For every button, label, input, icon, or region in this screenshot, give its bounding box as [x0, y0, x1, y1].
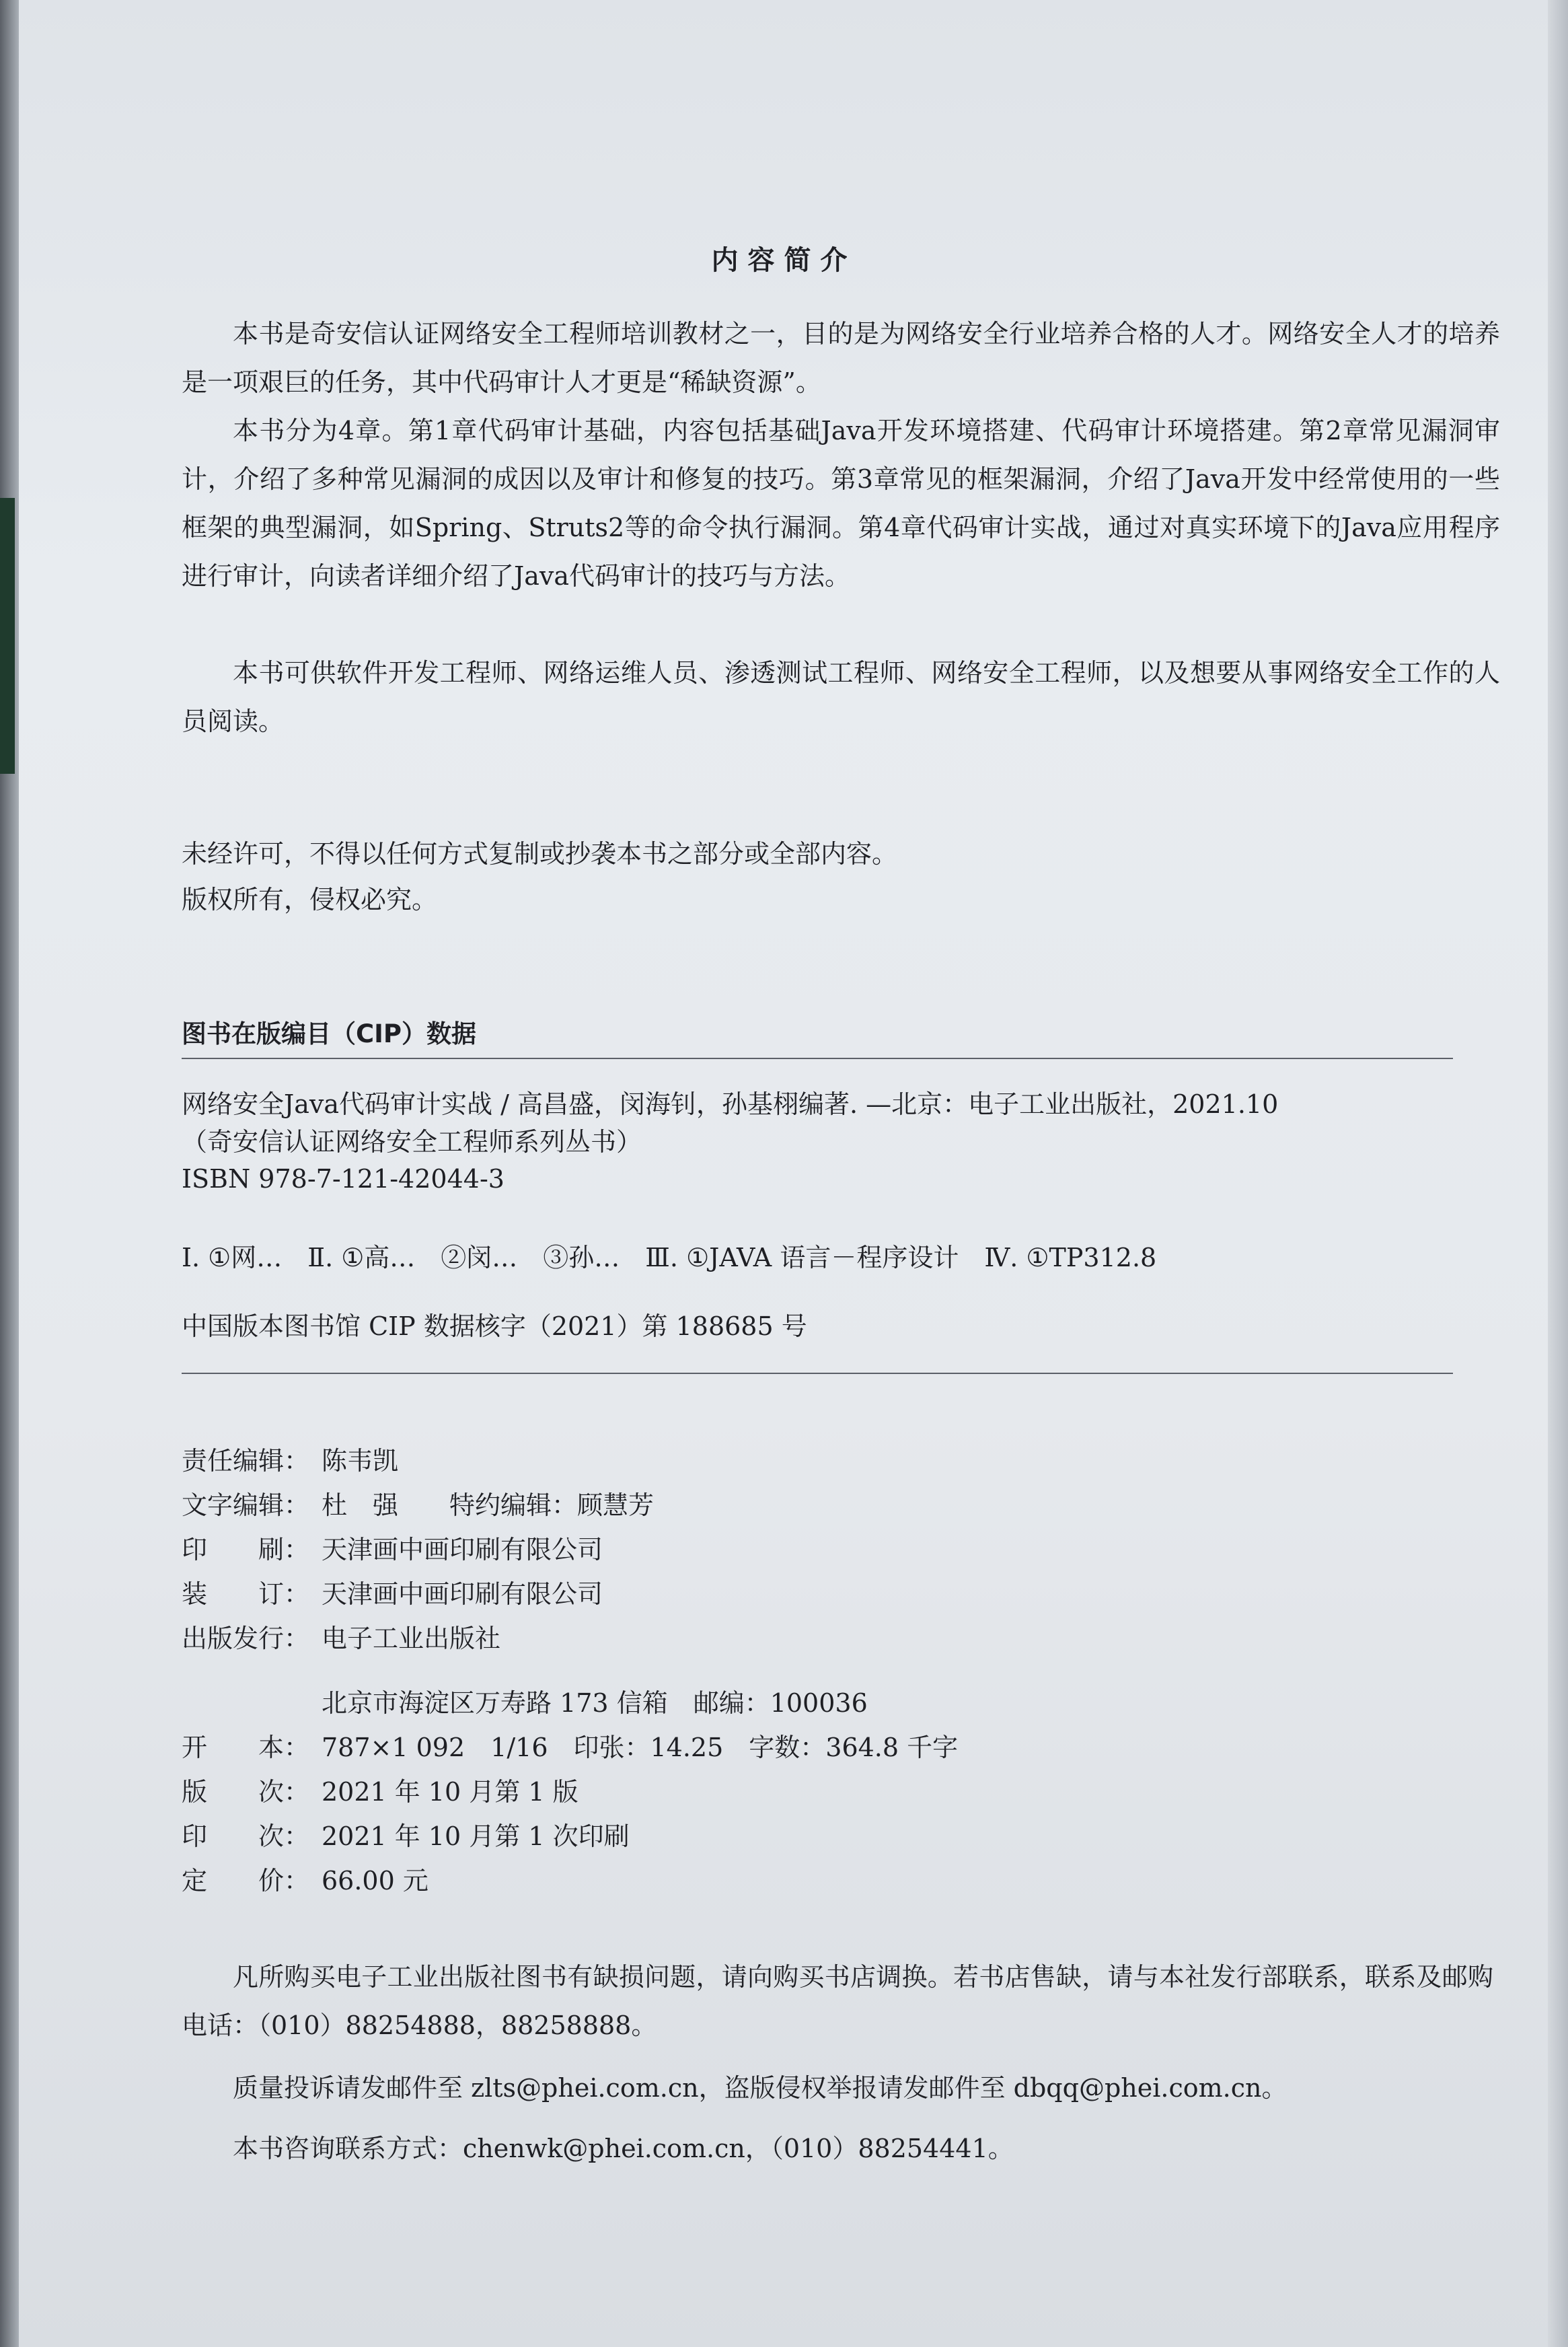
credit-value: 787×1 092 1/16 印张：14.25 字数：364.8 千字	[322, 1733, 959, 1762]
page-left-edge	[0, 0, 19, 2347]
credit-value: 2021 年 10 月第 1 次印刷	[322, 1821, 630, 1851]
credit-label: 版 次：	[182, 1777, 310, 1807]
credit-label: 出版发行：	[182, 1624, 310, 1653]
cip-title: 图书在版编目（CIP）数据	[182, 1019, 477, 1048]
cip-verification-number: 中国版本图书馆 CIP 数据核字（2021）第 188685 号	[182, 1311, 807, 1341]
price-value: 66.00 元	[322, 1866, 428, 1895]
credit-label: 定 价：	[182, 1866, 310, 1895]
rights-reserved: 版权所有，侵权必究。	[182, 885, 438, 914]
complaint-contact: 质量投诉请发邮件至 zlts@phei.com.cn，盗版侵权举报请发邮件至 dbqq@phei.com.cn。	[233, 2073, 1287, 2103]
credit-value: 天津画中画印刷有限公司	[322, 1579, 603, 1609]
credit-value: 天津画中画印刷有限公司	[322, 1535, 603, 1564]
cip-divider	[182, 1058, 1453, 1059]
publisher-address: 北京市海淀区万寿路 173 信箱 邮编：100036	[322, 1688, 868, 1718]
cover-spine-strip	[0, 498, 15, 774]
credits-divider	[182, 1373, 1453, 1374]
credit-label: 装 订：	[182, 1579, 310, 1609]
cip-classification: Ⅰ. ①网… Ⅱ. ①高… ②闵… ③孙… Ⅲ. ①JAVA 语言－程序设计 Ⅳ. ①TP312.8	[182, 1243, 1157, 1272]
isbn: ISBN 978-7-121-42044-3	[182, 1164, 505, 1194]
credit-value: 电子工业出版社	[322, 1624, 501, 1653]
cip-record: 网络安全Java代码审计实战 / 高昌盛，闵海钊，孙基栩编著. —北京：电子工业出版社，2021.10	[182, 1089, 1279, 1119]
summary-heading: 内容简介	[711, 245, 857, 276]
credit-value: 杜 强 特约编辑：顾慧芳	[322, 1490, 655, 1520]
credit-value: 2021 年 10 月第 1 版	[322, 1777, 578, 1807]
purchase-notice: 凡所购买电子工业出版社图书有缺损问题，请向购买书店调换。若书店售缺，请与本社发行部联系，联系及邮购电话：（010）88254888，88258888。	[182, 1962, 1493, 2040]
summary-paragraph-1: 本书是奇安信认证网络安全工程师培训教材之一，目的是为网络安全行业培养合格的人才。网络安全人才的培养是一项艰巨的任务，其中代码审计人才更是“稀缺资源”。	[182, 319, 1500, 397]
credit-label: 责任编辑：	[182, 1446, 310, 1476]
credit-label: 印 次：	[182, 1821, 310, 1851]
page-right-edge	[1548, 0, 1568, 2347]
copyright-notice: 未经许可，不得以任何方式复制或抄袭本书之部分或全部内容。	[182, 839, 898, 869]
credit-label: 开 本：	[182, 1733, 310, 1762]
cip-series: （奇安信认证网络安全工程师系列丛书）	[182, 1127, 642, 1157]
credit-label: 文字编辑：	[182, 1490, 310, 1520]
credit-value: 陈韦凯	[322, 1446, 399, 1476]
summary-paragraph-2: 本书分为4章。第1章代码审计基础，内容包括基础Java开发环境搭建、代码审计环境搭建。第2章常见漏洞审计，介绍了多种常见漏洞的成因以及审计和修复的技巧。第3章常见的框架漏洞，介绍了Java开发中经常使用的一些框架的典型漏洞，如Spring、Struts2等的命令执行漏洞。第4章代码审计实战，通过对真实环境下的Java应用程序进行审计，向读者详细介绍了Java代码审计的技巧与方法。	[182, 416, 1500, 591]
credit-label: 印 刷：	[182, 1535, 310, 1564]
inquiry-contact: 本书咨询联系方式：chenwk@phei.com.cn，（010）88254441。	[233, 2134, 1014, 2163]
summary-paragraph-3: 本书可供软件开发工程师、网络运维人员、渗透测试工程师、网络安全工程师，以及想要从事网络安全工作的人员阅读。	[182, 658, 1500, 736]
